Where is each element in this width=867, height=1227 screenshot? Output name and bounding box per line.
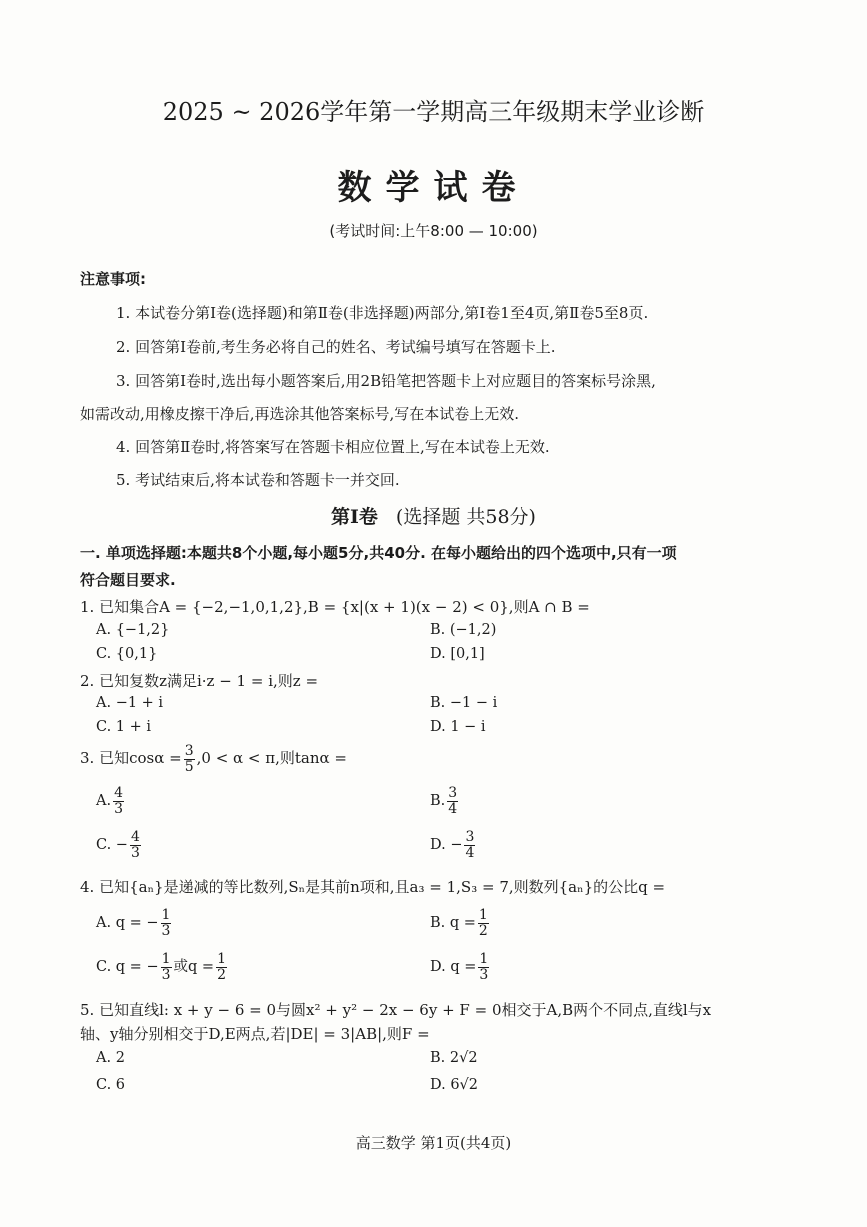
q2-option-a: A. −1 + i (96, 695, 164, 711)
q4-option-a-label: A. q = − (96, 915, 159, 932)
q3-option-c-fraction (130, 830, 141, 860)
section-heading (0, 502, 867, 529)
notice-item-4: 4. 回答第Ⅱ卷时,将答案写在答题卡相应位置上,写在本试卷上无效. (116, 438, 550, 456)
q3-option-d-fraction (464, 830, 475, 860)
q3-option-d-numerator: 3 (465, 829, 475, 845)
q3-stem-post: ,0 < α < π,则tanα = (196, 749, 347, 768)
q4-option-c-connector: 或q = (173, 959, 215, 976)
q4-option-d (430, 952, 491, 982)
notice-item-2: 2. 回答第Ⅰ卷前,考生务必将自己的姓名、考试编号填写在答题卡上. (116, 338, 556, 356)
q3-option-c-label: C. − (96, 837, 128, 854)
section-instructions-1: 一. 单项选择题:本题共8个小题,每小题5分,共40分. 在每小题给出的四个选项中,只有一项 (80, 544, 677, 562)
q4-option-c-numerator-1: 1 (161, 951, 171, 967)
q4-option-c-fraction-1 (161, 952, 172, 982)
q4-option-b-label: B. q = (430, 915, 476, 932)
notice-item-1: 1. 本试卷分第Ⅰ卷(选择题)和第Ⅱ卷(非选择题)两部分,第Ⅰ卷1至4页,第Ⅱ卷5至8页. (116, 304, 649, 322)
section-instructions-2: 符合题目要求. (80, 571, 176, 589)
q5-option-b: B. 2√2 (430, 1050, 478, 1066)
q3-option-c-denominator: 3 (130, 844, 140, 861)
q3-option-d-denominator: 4 (465, 844, 475, 861)
q3-option-a (96, 786, 126, 816)
q3-option-b-numerator: 3 (448, 785, 458, 801)
q3-option-c-numerator: 4 (130, 829, 140, 845)
exam-time: (考试时间:上午8:00 — 10:00) (329, 222, 538, 240)
q4-option-c-numerator-2: 1 (217, 951, 226, 967)
q4-option-c-denominator-2: 2 (217, 966, 226, 983)
q4-option-a-fraction (161, 908, 172, 938)
q4-option-d-denominator: 3 (479, 966, 489, 983)
q4-option-b-denominator: 2 (478, 922, 488, 939)
exam-title: 数学试卷 (337, 168, 530, 208)
exam-header: 2025 ~ 2026学年第一学期高三年级期末学业诊断 (162, 98, 705, 126)
q1-option-a: A. {−1,2} (96, 622, 170, 638)
q3-option-a-numerator: 4 (114, 785, 124, 801)
q3-stem-denominator: 5 (184, 758, 194, 775)
q5-option-d: D. 6√2 (430, 1077, 479, 1093)
q1-option-c: C. {0,1} (96, 646, 158, 662)
q4-option-c (96, 952, 229, 982)
q3-option-a-label: A. (96, 793, 112, 810)
q4-stem: 4. 已知{aₙ}是递减的等比数列,Sₙ是其前n项和,且a₃ = 1,S₃ = 7,则数列{aₙ}的公比q = (80, 878, 666, 896)
q4-option-b (430, 908, 491, 938)
q5-stem-line-1: 5. 已知直线l: x + y − 6 = 0与圆x² + y² − 2x − 6y + F = 0相交于A,B两个不同点,直线l与x (80, 1001, 712, 1019)
q4-option-a (96, 908, 173, 938)
notice-item-3-cont: 如需改动,用橡皮擦干净后,再选涂其他答案标号,写在本试卷上无效. (80, 405, 520, 423)
q3-stem (80, 744, 347, 774)
q3-stem-numerator: 3 (184, 743, 194, 759)
q2-option-d: D. 1 − i (430, 719, 486, 735)
q2-option-c: C. 1 + i (96, 719, 152, 735)
q3-option-a-denominator: 3 (114, 800, 124, 817)
q3-option-d-label: D. − (430, 837, 463, 854)
notice-heading: 注意事项: (80, 270, 146, 288)
q4-option-d-label: D. q = (430, 959, 477, 976)
q4-option-b-numerator: 1 (478, 907, 488, 923)
q4-option-a-denominator: 3 (161, 922, 171, 939)
q3-option-c (96, 830, 143, 860)
q1-option-b: B. (−1,2) (430, 622, 497, 638)
section-subtitle: (选择题 共58分) (395, 506, 536, 528)
q4-option-d-fraction (478, 952, 489, 982)
notice-item-3: 3. 回答第Ⅰ卷时,选出每小题答案后,用2B铅笔把答题卡上对应题目的答案标号涂黑, (116, 372, 656, 390)
notice-item-5: 5. 考试结束后,将本试卷和答题卡一并交回. (116, 471, 400, 489)
q3-option-b-label: B. (430, 793, 446, 810)
q3-option-b-denominator: 4 (448, 800, 458, 817)
q3-option-b (430, 786, 460, 816)
q3-stem-fraction (184, 744, 195, 774)
q1-stem: 1. 已知集合A = {−2,−1,0,1,2},B = {x|(x + 1)(x − 2) < 0},则A ∩ B = (80, 598, 590, 616)
q5-stem-line-2: 轴、y轴分别相交于D,E两点,若|DE| = 3|AB|,则F = (80, 1025, 430, 1043)
page-footer: 高三数学 第1页(共4页) (355, 1134, 512, 1152)
q4-option-c-denominator-1: 3 (161, 966, 171, 983)
q4-option-c-label: C. q = − (96, 959, 159, 976)
q3-stem-pre: 3. 已知cosα = (80, 749, 182, 768)
q5-option-a: A. 2 (96, 1050, 125, 1066)
q2-option-b: B. −1 − i (430, 695, 498, 711)
q2-stem: 2. 已知复数z满足i·z − 1 = i,则z = (80, 672, 319, 690)
q5-option-c: C. 6 (96, 1077, 126, 1093)
section-title: 第Ⅰ卷 (331, 506, 378, 528)
q3-option-d (430, 830, 477, 860)
q3-option-b-fraction (447, 786, 458, 816)
q3-option-a-fraction (113, 786, 124, 816)
q4-option-a-numerator: 1 (161, 907, 171, 923)
q4-option-c-fraction-2 (216, 952, 227, 982)
q1-option-d: D. [0,1] (430, 646, 485, 662)
q4-option-d-numerator: 1 (479, 951, 489, 967)
q4-option-b-fraction (478, 908, 489, 938)
